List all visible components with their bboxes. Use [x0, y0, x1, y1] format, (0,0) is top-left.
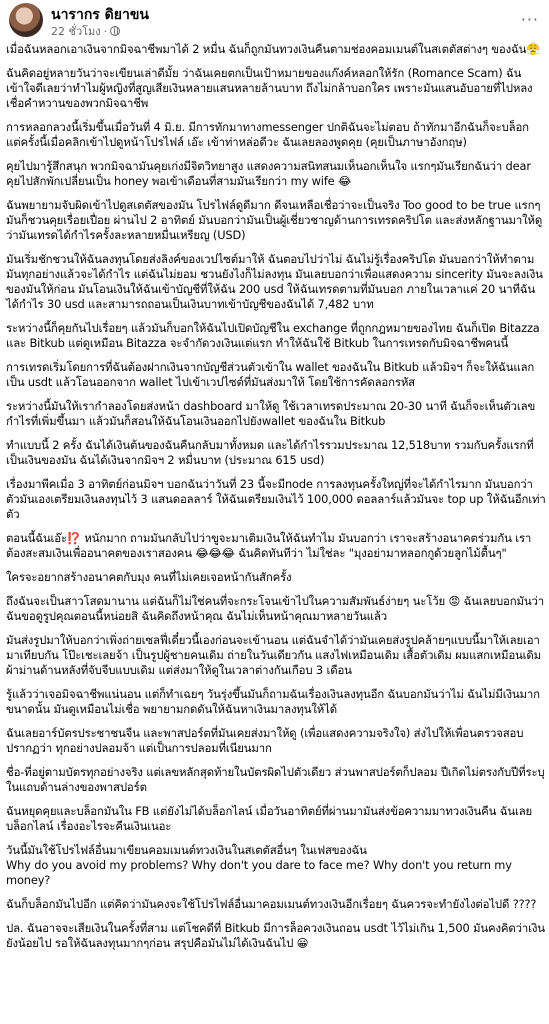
post-paragraph: ตอนนี้ฉันเอ๊ะ⁉️ หนักมาก ถามมันกลับไปว่าขูจะมาเติมเงินให้ฉันทำไม มันบอกว่า เราจะสร้างอนาคตร่วมกัน เราต้องสะสมเงินเพื่ออนาคตของเราสองคน 😂😂😂 ฉันคิดทันทีว่า ไม่ใช่ละ "มุงอย่ามาหลอกกูด้วยลูกไม้ตื้นๆ"	[6, 531, 532, 560]
post-header	[0, 0, 549, 40]
post-paragraph: มันส่งรูปมาให้บอกว่าเพิ่งถ่ายเซลฟี่เดี๋ยวนี้เองก่อนจะเข้านอน แต่ฉันจำได้ว่ามันเคยส่งรูปคล้ายๆแบบนี้มาให้เลยเอามาเทียบกัน โป๊ะเชะเลยจ้า เป็นรูปผู้ชายคนเดิม ถ่ายในวันเดียวกัน แสงไฟเหมือนเดิม เสื้อตัวเดิม ผมแสกเหมือนเดิม ผ้าม่านด้านหลังที่จับจีบแบบเดิม แต่ส่งมาให้ดูในเวลาต่างกันเกือบ 3 เดือน	[6, 633, 542, 677]
post-paragraph: ระหว่างนี้มันให้เรากำลองโดยส่งหน้า dashboard มาให้ดู ใช้เวลาเทรดประมาณ 20-30 นาที ฉันก็จะเห็นตัวเลขกำไรที่เพิ่มขึ้นมา แล้วมันก็สอนให้ฉันโอนเงินออกไปยังwallet ของฉันใน Bitkub	[6, 399, 536, 428]
post-paragraph: เมื่อฉันหลอกเอาเงินจากมิจฉาชีพมาได้ 2 หมื่น ฉันก็ถูกมันทวงเงินคืนตามช่องคอมเมนต์ในสเตตัสต่างๆ ของฉัน😤	[6, 42, 541, 56]
author-name[interactable]: นารากร ดิยาขน	[51, 7, 149, 23]
post-paragraph: มันเริ่มชักชวนให้ฉันลงทุนโดยส่งลิงค์ของเวปไซต์มาให้ ฉันตอบไปว่าไม่ ฉันไม่รู้เรื่องคริปโต มันบอกว่าให้ทำตามมันทุกอย่างแล้วจะได้กำไร แต่ฉันไม่ยอม ชวนยังไงก็ไม่ลงทุน มันเลยบอกว่าเพื่อแสดงความ sincerity มันจะลงเงินของมันให้ก่อน มันโอนเงินให้ฉันเข้าบัญชีที่ให้ฉัน 200 usd ให้ฉันเทรดตามที่มันบอก ภายในเวลาแค่ 20 นาทีฉันได้กำไร 30 usd และสามารถถอนเป็นเงินบาทเข้าบัญชีของฉันได้ 7,482 บาท	[6, 252, 543, 311]
post-body	[6, 42, 546, 960]
post-paragraph: ถึงฉันจะเป็นสาวโสดมานาน แต่ฉันก็ไม่ใช่คนที่จะกระโจนเข้าไปในความสัมพันธ์ง่ายๆ นะโว้ย 😡 ฉันเลยบอกมันว่าฉันขอดูรูปคุณตอนนี้หน่อยสิ ฉันคิดถึงหน้าคุณ ฉันไม่เห็นหน้าคุณมาหลายวันแล้ว	[6, 594, 544, 623]
post-paragraph: ใครจะอยากสร้างอนาคตกับมุง คนที่ไม่เคยเจอหน้ากันสักครั้ง	[6, 570, 292, 584]
post-paragraph: ฉันหยุดคุยและบล็อกมันใน FB แต่ยังไม่ได้บล็อกไลน์ เมื่อวันอาทิตย์ที่ผ่านมามันส่งข้อความมาทวงเงินคืน ฉันเลยบล็อกไลน์ เรื่องอะไรจะคืนเงินเนอะ	[6, 804, 533, 833]
post-paragraph: ปล. ฉันอาจจะเสียเงินในครั้งที่สาม แต่โชคดีที่ Bitkub มีการล็อควงเงินถอน usdt ไว้ไม่เกิน 1,500 มันคงคิดว่าเงินยังน้อยไป รอให้ฉันลงทุนมากๆก่อน สรุปคือมันไม่ได้เงินฉันไป 😀	[6, 921, 545, 950]
globe-icon	[110, 26, 120, 36]
post-paragraph: คุยไปมารู้สึกสนุก พวกมิจฉามันคุยเก่งมีจิตวิทยาสูง แสดงความสนิทสนมเห็นอกเห็นใจ แรกๆมันเรียกฉันว่า dear คุยไปสักพักเปลี่ยนเป็น honey พอเข้าเดือนที่สามมันเรียกว่า my wife 😂	[6, 159, 531, 188]
post-paragraph: รู้แล้วว่าเจอมิจฉาชีพแน่นอน แต่ก็ทำเฉยๆ วันรุ่งขึ้นมันก็ถามฉันเรื่องเงินลงทุนอีก ฉันบอกมันว่าไม่ ฉันไม่มีเงินมากขนาดนั้น มันดูเหมือนไม่เชื่อ พยายามกดดันให้ฉันหาเงินมาลงทุนให้ได้	[6, 687, 540, 716]
post-paragraph: ฉันเลยอาร์บัตรประชาชนจีน และพาสปอร์ตที่มันเคยส่งมาให้ดู (เพื่อแสดงความจริงใจ) ส่งไปให้เพื่อนตรวจสอบ ปรากฏว่า ทุกอย่างปลอมจ้า แต่เป็นการปลอมที่เนียนมาก	[6, 726, 524, 755]
post-paragraph: ทำแบบนี้ 2 ครั้ง ฉันได้เงินต้นของฉันคืนกลับมาทั้งหมด และได้กำไรรวมประมาณ 12,518บาท รวมกับครั้งแรกที่เป็นเงินของมัน ฉันได้เงินจากมิจฯ 2 หมื่นบาท (ประมาณ 615 usd)	[6, 438, 534, 467]
post-paragraph: วันนี้มันใช้โปรไฟล์อื่นมาเขียนคอมเมนต์ทวงเงินในสเตตัสอื่นๆ ในเฟสของฉัน Why do you avoid my problems? Why don't you dare to face me? Why don't you return my money?	[6, 843, 512, 887]
post-paragraph: การเทรดเริ่มโดยการที่ฉันต้องฝากเงินจากบัญชีส่วนตัวเข้าใน wallet ของฉันใน Bitkub แล้วมิจฯ ก็จะให้ฉันแลกเป็น usdt แล้วโอนออกจาก wallet ไปเข้าเวปไซต์ที่มันส่งมาให้ โดยใช้การคัดลอกรหัส	[6, 360, 535, 389]
post-paragraph: ฉันก็บล็อกมันไปอีก แต่คิดว่ามันคงจะใช้โปรไฟล์อื่นมาคอมเมนต์ทวงเงินอีกเรื่อยๆ ฉันควรจะทำยังไงต่อไปดี ????	[6, 897, 537, 911]
post-paragraph: การหลอกลวงนี้เริ่มขึ้นเมื่อวันที่ 4 มิ.ย. มีการทักมาทางmessenger ปกติฉันจะไม่ตอบ ถ้าทักมาอีกฉันก็จะบล็อก แต่ครั้งนี้เมื่อคลิกเข้าไปดูหน้าโปรไฟล์ เอ๊ะ เข้าท่าหล่อดีวะ ฉันเลยลองพูดคุย (คุยเป็นภาษาอังกฤษ)	[6, 120, 529, 149]
post-paragraph: ฉันคิดอยู่หลายวันว่าจะเขียนเล่าดีมั้ย ว่าฉันเคยตกเป็นเป้าหมายของแก๊งค์หลอกให้รัก (Romance Scam) ฉันเข้าใจดีเลยว่าทำไมผู้หญิงที่สูญเสียเงินหลายแสนหลายล้านบาท ถึงไม่กล้าบอกใคร เพราะมันแสนอับอายที่ไปหลงเชื่อคำหวานของพวกมิจฉาชีพ	[6, 66, 533, 110]
post-paragraph: ฉันพยายามจับผิดเข้าไปดูสเตตัสของมัน โปรไฟล์ดูดีมาก ดีจนเหลือเชื่อว่าจะเป็นจริง Too good to be true แรกๆมันก็ชวนคุยเรื่อยเปื่อย ผ่านไป 2 อาทิตย์ มันบอกว่ามันเป็นผู้เชี่ยวชาญด้านการเทรดคริปโต และส่งหลักฐานมาให้ดูว่ามันเทรดได้กำไรครั้งละหลายหมื่นเหรียญ (USD)	[6, 198, 543, 242]
post-paragraph: เรื่องมาพีคเมื่อ 3 อาทิตย์ก่อนมิจฯ บอกฉันว่าวันที่ 23 นี้จะมีnode การลงทุนครั้งใหญ่ที่จะได้กำไรมาก มันบอกว่าตัวมันเองเตรียมเงินลงทุนไว้ 3 แสนดอลลาร์ ให้ฉันเตรียมเงินไว้ 100,000 ดอลลาร์แล้วมันจะ top up ให้ฉันอีกเท่าตัว	[6, 477, 546, 521]
post-paragraph: ระหว่างนี้ก็คุยกันไปเรื่อยๆ แล้วมันก็บอกให้ฉันไปเปิดบัญชีใน exchange ที่ถูกกฎหมายของไทย ฉันก็เปิด Bitazza และ Bitkub แต่ดูเหมือน Bitazza จะจำกัดวงเงินแต่แรก ทำให้ฉันใช้ Bitkub ในการเทรดกับมิจฉาชีพคนนี้	[6, 321, 540, 350]
post-paragraph: ชื่อ-ที่อยู่ตามบัตรทุกอย่างจริง แต่เลขหลักสุดท้ายในบัตรผิดไปตัวเดียว ส่วนพาสปอร์ตก็ปลอม ปีเกิดไม่ตรงกับปีที่ระบุในแถบด้านล่างของพาสปอร์ต	[6, 765, 545, 794]
post-meta	[51, 22, 120, 40]
author-avatar[interactable]	[9, 3, 43, 37]
post-time[interactable]: 22 ชั่วโมง	[51, 25, 101, 38]
meta-separator: ·	[103, 24, 108, 38]
more-options-icon[interactable]: ···	[520, 10, 539, 29]
